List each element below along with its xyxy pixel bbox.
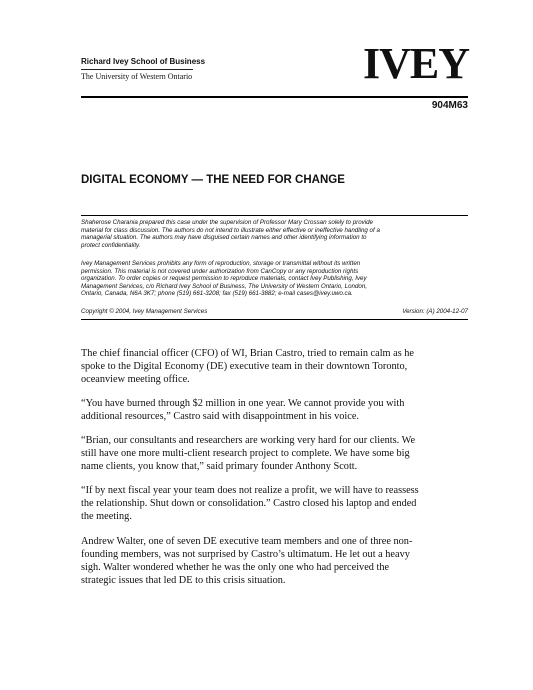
school-divider bbox=[81, 69, 193, 70]
copyright-row bbox=[81, 308, 468, 316]
paragraph-line: additional resources,” Castro said with disappointment in his voice. bbox=[81, 411, 359, 423]
permission-notice bbox=[81, 260, 468, 298]
copyright-text: Copyright © 2004, Ivey Management Services bbox=[81, 308, 208, 315]
paragraph bbox=[81, 484, 471, 523]
paragraph-line: the meeting. bbox=[81, 511, 132, 523]
paragraph bbox=[81, 347, 471, 386]
paragraph-line: “You have burned through $2 million in one year. We cannot provide you with bbox=[81, 398, 405, 409]
paragraph bbox=[81, 535, 471, 587]
paragraph-line: Andrew Walter, one of seven DE executive team members and one of three non- bbox=[81, 536, 413, 547]
notice-line: Management Services, c/o Richard Ivey School of Business, The University of Western Ontario, London, bbox=[81, 282, 368, 290]
notice-line: Ivey Management Services prohibits any form of reproduction, storage or transmittal without its written bbox=[81, 260, 361, 267]
version-text: Version: (A) 2004-12-07 bbox=[402, 308, 468, 315]
paragraph-line: spoke to the Digital Economy (DE) executive team in their downtown Toronto, bbox=[81, 361, 408, 373]
paragraph-line: The chief financial officer (CFO) of WI, Brian Castro, tried to remain calm as he bbox=[81, 348, 415, 359]
paragraph-line: “If by next fiscal year your team does not realize a profit, we will have to reassess bbox=[81, 485, 419, 496]
school-name: Richard Ivey School of Business bbox=[81, 57, 206, 66]
case-title: DIGITAL ECONOMY — THE NEED FOR CHANGE bbox=[81, 174, 345, 186]
notice-line: organization. To order copies or request permission to reproduce materials, contact Ivey Publishing, Ivey bbox=[81, 275, 367, 283]
notice-line: Ontario, Canada, N6A 3K7; phone (519) 661-3208; fax (519) 661-3882; e-mail cases@ivey.uwo.ca. bbox=[81, 290, 353, 298]
notice-line: managerial situation. The authors may have disguised certain names and other identifying information to bbox=[81, 234, 367, 242]
paragraph-line: still have one more multi-client research project to complete. We have some big bbox=[81, 448, 410, 460]
school-identity bbox=[81, 57, 281, 82]
paragraph-line: name clients, you know that,” said primary founder Anthony Scott. bbox=[81, 461, 358, 473]
case-number: 904M63 bbox=[431, 100, 468, 111]
notice-line: Shaherose Charania prepared this case under the supervision of Professor Mary Crossan solely to provide bbox=[81, 219, 373, 226]
notice-line: protect confidentiality. bbox=[81, 241, 141, 249]
paragraph-line: “Brian, our consultants and researchers are working very hard for our clients. We bbox=[81, 435, 416, 446]
ivey-logo: IVEY bbox=[362, 39, 469, 88]
header-divider bbox=[81, 96, 468, 98]
notice-line: material for class discussion. The authors do not intend to illustrate either effective or ineffective handling of a bbox=[81, 226, 380, 234]
paragraph-line: sigh. Walter wondered whether he was the only one who had perceived the bbox=[81, 562, 390, 574]
paragraph-line: strategic issues that led DE to this crisis situation. bbox=[81, 575, 286, 587]
preparation-notice bbox=[81, 219, 468, 249]
paragraph bbox=[81, 397, 471, 423]
paragraph bbox=[81, 434, 471, 473]
paragraph-line: oceanview meeting office. bbox=[81, 374, 190, 386]
notice-top-divider bbox=[81, 215, 468, 216]
notice-bottom-divider bbox=[81, 319, 468, 320]
paragraph-line: founding members, was not surprised by Castro’s ultimatum. He let out a heavy bbox=[81, 549, 410, 561]
notice-line: permission. This material is not covered under authorization from CanCopy or any reproduction rights bbox=[81, 267, 359, 275]
paragraph-line: the relationship. Shut down or consolidation.” Castro closed his laptop and ended bbox=[81, 498, 417, 510]
university-name: The University of Western Ontario bbox=[81, 72, 193, 81]
